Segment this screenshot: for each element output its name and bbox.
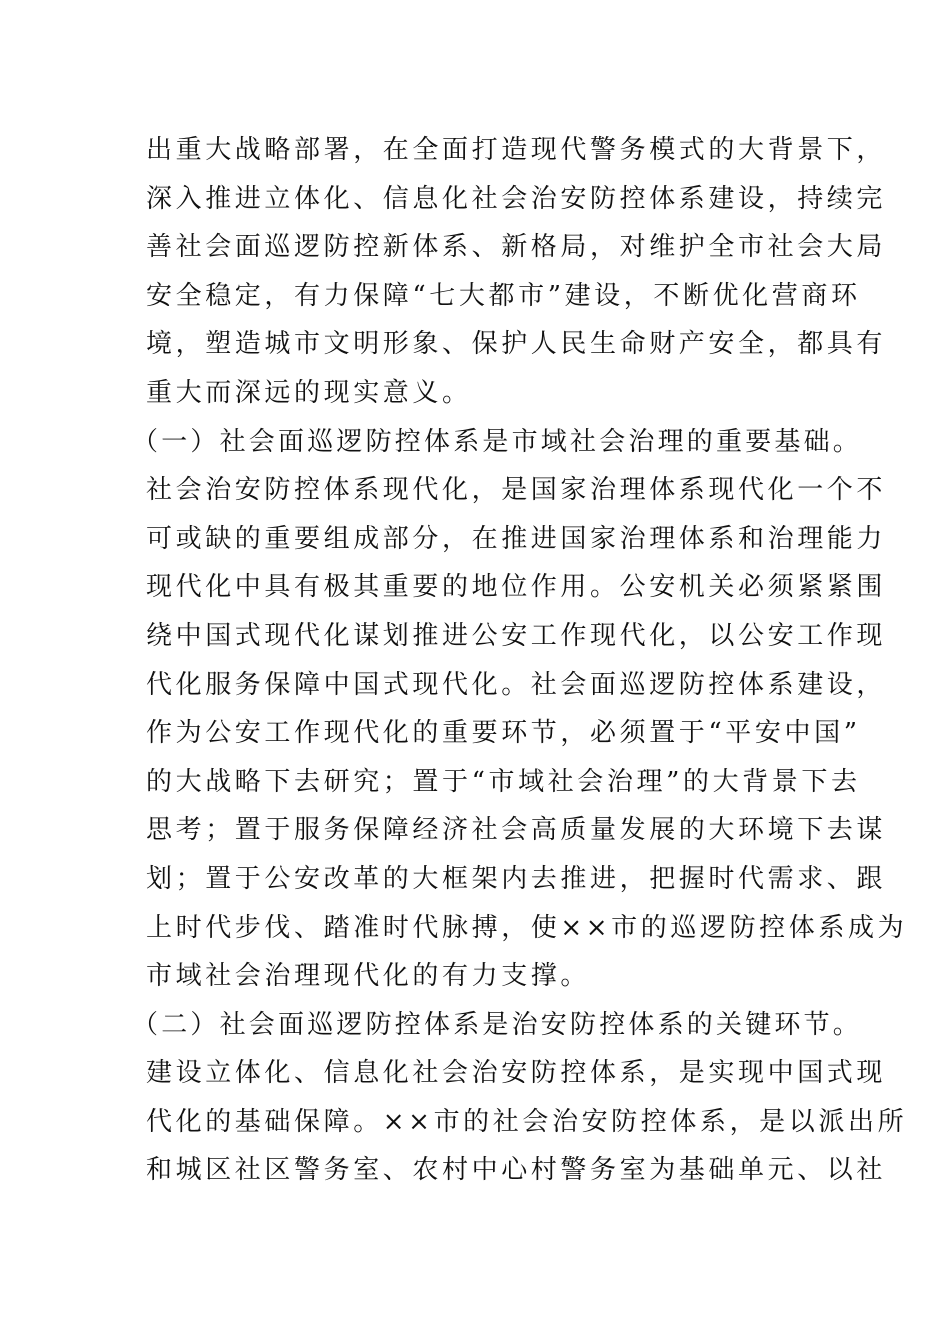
text-line: 境，塑造城市文明形象、保护人民生命财产安全，都具有: [146, 329, 887, 360]
text-line: 市域社会治理现代化的有力支撑。: [146, 961, 591, 992]
section-heading-2: （二）社会面巡逻防控体系是治安防控体系的关键环节。: [132, 1009, 863, 1040]
text-line: 绕中国式现代化谋划推进公安工作现代化，以公安工作现: [146, 620, 887, 651]
text-line: 建设立体化、信息化社会治安防控体系，是实现中国式现: [146, 1058, 887, 1089]
text-line: 代化服务保障中国式现代化。社会面巡逻防控体系建设，: [146, 669, 887, 700]
text-line: 出重大战略部署，在全面打造现代警务模式的大背景下，: [146, 135, 887, 165]
text-line: 社会治安防控体系现代化，是国家治理体系现代化一个不: [146, 475, 887, 506]
text-line: 作为公安工作现代化的重要环节，必须置于“平安中国”: [146, 718, 861, 749]
text-line: 可或缺的重要组成部分，在推进国家治理体系和治理能力: [146, 523, 887, 554]
body-text: [132, 126, 908, 1195]
text-line: 思考；置于服务保障经济社会高质量发展的大环境下去谋: [146, 815, 887, 846]
text-line: 重大而深远的现实意义。: [146, 377, 472, 408]
text-line: 和城区社区警务室、农村中心村警务室为基础单元、以社: [146, 1155, 887, 1186]
text-line: 深入推进立体化、信息化社会治安防控体系建设，持续完: [146, 183, 887, 214]
text-line: 上时代步伐、踏准时代脉搏，使××市的巡逻防控体系成为: [146, 912, 908, 943]
text-line: 善社会面巡逻防控新体系、新格局，对维护全市社会大局: [146, 232, 887, 263]
text-line: 安全稳定，有力保障“七大都市”建设，不断优化营商环: [146, 280, 861, 311]
section-heading-1: （一）社会面巡逻防控体系是市域社会治理的重要基础。: [132, 426, 863, 457]
text-line: 现代化中具有极其重要的地位作用。公安机关必须紧紧围: [146, 572, 887, 603]
text-line: 的大战略下去研究；置于“市域社会治理”的大背景下去: [146, 766, 861, 797]
text-line: 代化的基础保障。××市的社会治安防控体系，是以派出所: [146, 1106, 908, 1137]
text-line: 划；置于公安改革的大框架内去推进，把握时代需求、跟: [146, 863, 887, 894]
